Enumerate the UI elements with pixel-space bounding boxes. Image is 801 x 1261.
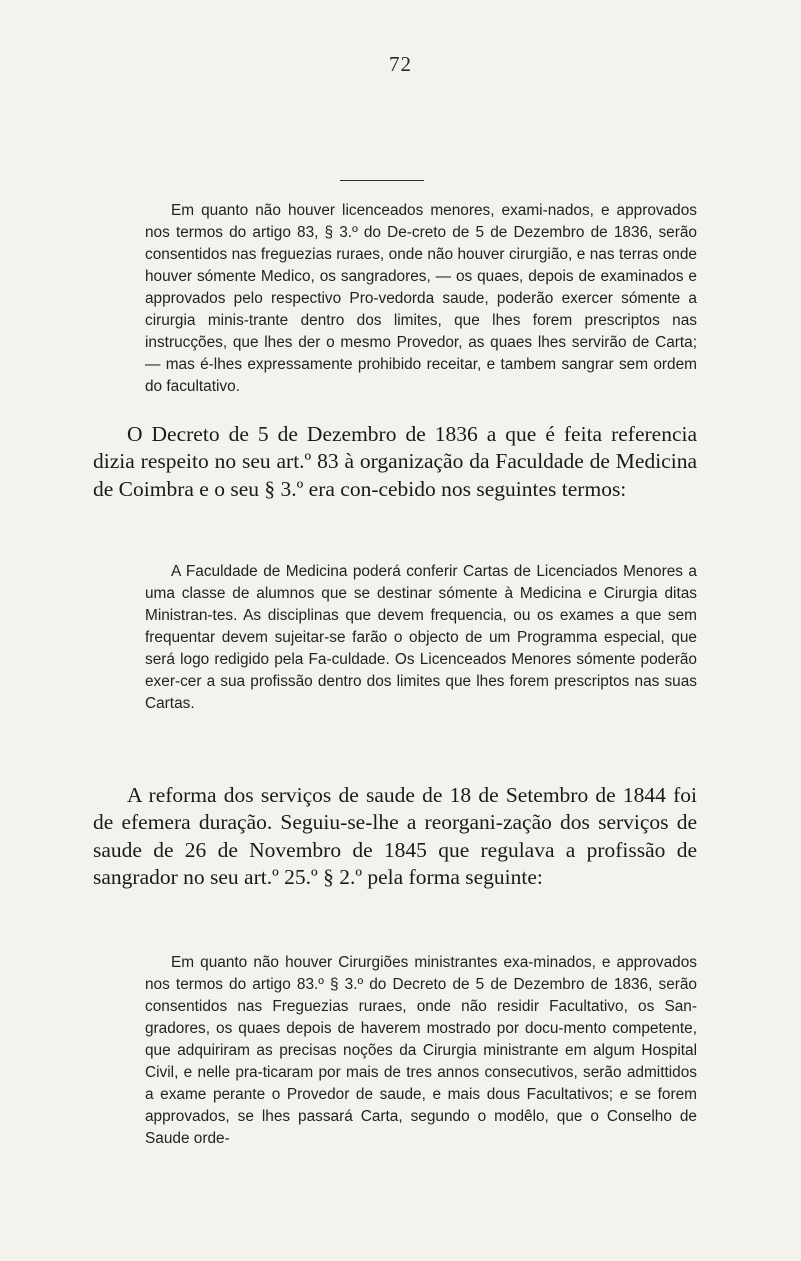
body-paragraph-1: [93, 421, 697, 503]
quoted-paragraph-2: [145, 561, 697, 715]
page-number: 72: [389, 52, 412, 76]
separator-rule: [340, 180, 424, 181]
quoted-paragraph-3-text: Em quanto não houver Cirurgiões ministrantes exa-minados, e approvados nos termos do artigo 83.º § 3.º do Decreto de 5 de Dezembro de 1836, serão consentidos nas Freguezias ruraes, onde não residir Facultativo, os San-gradores, os quaes depois de haverem mostrado por docu-mento competente, que adquiriram as precisas noções da Cirurgia ministrante em algum Hospital Civil, e nelle pra-ticaram por mais de tres annos consecutivos, serão admittidos a exame perante o Provedor de saude, e mais dous Facultativos; e se forem approvados, se lhes passará Carta, segundo o modêlo, que o Conselho de Saude orde-: [145, 954, 697, 1147]
body-paragraph-1-text: O Decreto de 5 de Dezembro de 1836 a que é feita referencia dizia respeito no seu art.º 83 à organização da Faculdade de Medicina de Coimbra e o seu § 3.º era con-cebido nos seguintes termos:: [93, 422, 697, 501]
body-paragraph-2: [93, 782, 697, 891]
quoted-paragraph-3: [145, 952, 697, 1150]
quoted-paragraph-2-text: A Faculdade de Medicina poderá conferir Cartas de Licenciados Menores a uma classe de alumnos que se destinar sómente à Medicina e Cirurgia ditas Ministran-tes. As disciplinas que devem frequencia, ou os exames a que sem frequentar devem sujeitar-se farão o objecto de um Programma especial, que será logo redigido pela Fa-culdade. Os Licenceados Menores sómente poderão exer-cer a sua profissão dentro dos limites que lhes forem prescriptos nas suas Cartas.: [145, 563, 697, 712]
body-paragraph-2-text: A reforma dos serviços de saude de 18 de Setembro de 1844 foi de efemera duração. Seguiu-se-lhe a reorgani-zação dos serviços de saude de 26 de Novembro de 1845 que regulava a profissão de sangrador no seu art.º 25.º § 2.º pela forma seguinte:: [93, 783, 697, 889]
quoted-paragraph-1: [145, 200, 697, 398]
quoted-paragraph-1-text: Em quanto não houver licenceados menores, exami-nados, e approvados nos termos do artigo 83, § 3.º do De-creto de 5 de Dezembro de 1836, serão consentidos nas freguezias ruraes, onde não houver cirurgião, e nas terras onde houver sómente Medico, os sangradores, — os quaes, depois de examinados e approvados pelo respectivo Pro-vedorda saude, poderão exercer sómente a cirurgia minis-trante dentro dos limites, que lhes forem prescriptos nas instrucções, que lhes der o mesmo Provedor, as quaes lhes servirão de Carta; — mas é-lhes expressamente prohibido receitar, e tambem sangrar sem ordem do facultativo.: [145, 202, 697, 395]
